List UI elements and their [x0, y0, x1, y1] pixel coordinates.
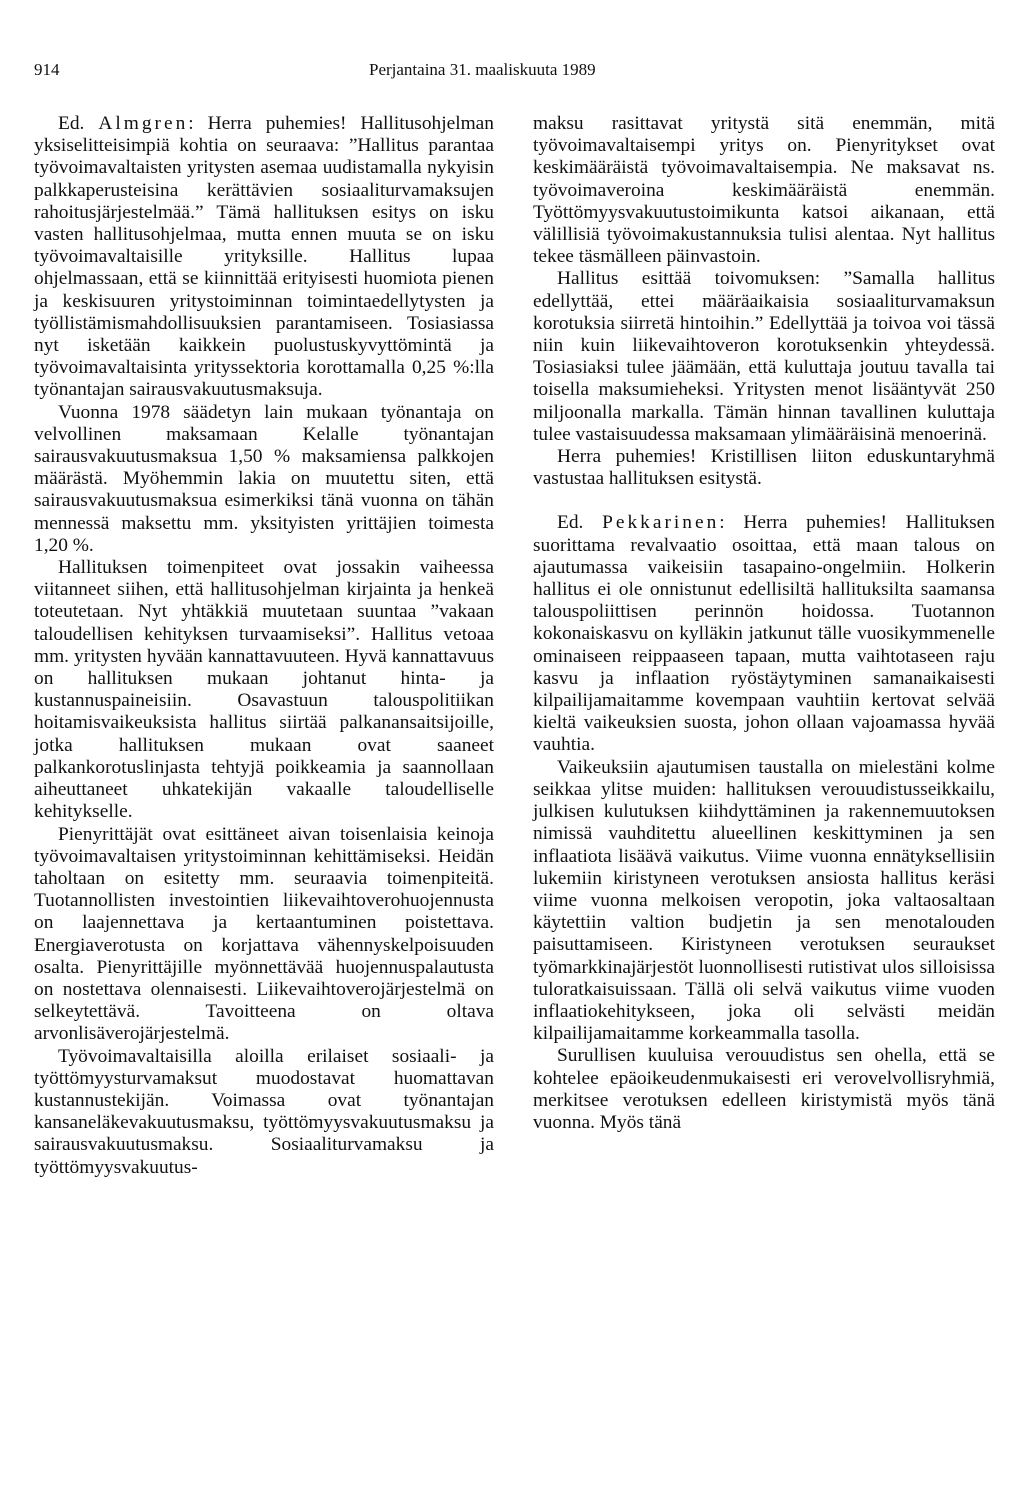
- paragraph: Vaikeuksiin ajautumisen taustalla on mielestäni kolme seikkaa ylitse muiden: hallituksen verouudistusseikkailu, julkisen kulutuksen kiihdyttäminen ja rakennemuutoksen nimissä vauhditettu alueellinen keskittyminen ja sen inflaatiota lisäävä vaikutus. Viime vuonna ennätyksellisiin lukemiin kiristyneen verotuksen ansiosta hallitus keräsi viime vuonna melkoisen veropotin, joka valtaosaltaan käytettiin valtion budjetin ja sen menotalouden paisuttamiseen. Kiristyneen verotuksen seuraukset työmarkkinajärjestöt luonnollisesti rutistivat ulos silloisissa tuloratkaisuissaan. Tällä oli selvä vaikutus viime vuoden inflaatiokehitykseen, joka oli selvästi meidän kilpailijamaitamme korkeammalla tasolla.: [533, 756, 995, 1045]
- paragraph: Vuonna 1978 säädetyn lain mukaan työnantaja on velvollinen maksamaan Kelalle työnantajan sairausvakuutusmaksua 1,50 % maksamiensa palkkojen määrästä. Myöhemmin lakia on muutettu siten, että sairausvakuutusmaksua esimerkiksi tänä vuonna on tähän mennessä maksettu mm. yksityisten yrittäjien toimesta 1,20 %.: [34, 401, 494, 556]
- paragraph-text: : Herra puhemies! Hallitusohjelman yksiselitteisimpiä kohtia on seuraava: ”Hallitus parantaa työvoimavaltaisten yritysten asemaa uudistamalla nykyisin palkkaperusteisina kerättävien sosiaaliturvamaksujen rahoitusjärjestelmää.” Tämä hallituksen esitys on isku vasten hallitusohjelmaa, mutta ennen muuta se on isku työvoimavaltaisille yrityksille. Hallitus lupaa ohjelmassaan, että se kiinnittää erityisesti huomiota pienen ja keskisuuren yritystoiminnan toimintaedellytysten ja työllistämismahdollisuuksien parantamiseen. Tosiasiassa nyt isketään kaikkein puolustuskyvyttömintä ja työvoimavaltaisinta yrityssektoria korottamalla 0,25 %:lla työnantajan sairausvakuutusmaksuja.: [34, 113, 494, 401]
- speech-almgren-paragraph: [34, 113, 494, 402]
- running-title: Perjantaina 31. maaliskuuta 1989: [369, 60, 596, 79]
- paragraph: Työvoimavaltaisilla aloilla erilaiset sosiaali- ja työttömyysturvamaksut muodostavat huomattavan kustannustekijän. Voimassa ovat työnantajan kansaneläkevakuutusmaksu, työttömyysvakuutusmaksu ja sairausvakuutusmaksu. Sosiaaliturvamaksu ja työttömyysvakuutus-: [34, 1045, 494, 1178]
- speaker-prefix: Ed.: [557, 512, 603, 534]
- speech-pekkarinen-paragraph: [533, 512, 995, 756]
- paragraph-continued: maksu rasittavat yritystä sitä enemmän, mitä työvoimavaltaisempi yritys on. Pienyritykset ovat keskimääräistä työvoimavaltaisempia. Ne maksavat ns. työvoimaveroina keskimääräistä enemmän. Työttömyysvakuutustoimikunta katsoi aikanaan, että välillisiä työvoimakustannuksia tulisi alentaa. Nyt hallitus tekee täsmälleen päinvastoin.: [533, 113, 995, 268]
- paragraph: Surullisen kuuluisa verouudistus sen ohella, että se kohtelee epäoikeudenmukaisesti eri verovelvollisryhmiä, merkitsee verotuksen edelleen kiristymistä myös tänä vuonna. Myös tänä: [533, 1045, 995, 1133]
- paragraph: Pienyrittäjät ovat esittäneet aivan toisenlaisia keinoja työvoimavaltaisen yritystoiminnan kehittämiseksi. Heidän taholtaan on esitetty mm. seuraavia toimenpiteitä. Tuotannollisten investointien liikevaihtoverohuojennusta on laajennettava ja kertaantuminen poistettava. Energiaverotusta on korjattava vähennyskelpoisuuden osalta. Pienyrittäjille myönnettävää huojennuspalautusta on nostettava olennaisesti. Liikevaihtoverojärjestelmä on selkeytettävä. Tavoitteena on oltava arvonlisäverojärjestelmä.: [34, 823, 494, 1045]
- paragraph-text: : Herra puhemies! Hallituksen suorittama revalvaatio osoittaa, että maan talous on ajautumassa vaikeisiin tasapaino-ongelmiin. Holkerin hallitus ei ole onnistunut edellisiltä hallituksilta saamansa talouspoliittisen perinnön hoidossa. Tuotannon kokonaiskasvu on kylläkin jatkunut tälle vuosikymmenelle ominaiseen reippaaseen tapaan, mutta vaihtotaseen raju kasvu ja inflaation ryöstäytyminen samanaikaisesti kilpailijamaitamme kovempaan vauhtiin kertovat selvää kieltä vaikeuksien suosta, johon ollaan vajoamassa hyvää vauhtia.: [533, 512, 995, 756]
- paragraph: Hallitus esittää toivomuksen: ”Samalla hallitus edellyttää, ettei määräaikaisia sosiaaliturvamaksun korotuksia siirretä hintoihin.” Edellyttää ja toivoa voi tässä niin kuin liikevaihtoveron korotuksenkin yhteydessä. Tosiasiaksi tulee jäämään, että kuluttaja joutuu tavalla tai toisella maksumieheksi. Yritysten menot lisääntyvät 250 miljoonalla markalla. Tämän hinnan tavallinen kuluttaja tulee vastaisuudessa maksamaan ylimääräisinä menoerinä.: [533, 268, 995, 445]
- speaker-name-almgren: Almgren: [98, 113, 189, 134]
- speaker-name-pekkarinen: Pekkarinen: [602, 512, 720, 534]
- page-number: 914: [34, 60, 60, 79]
- speaker-prefix: Ed.: [58, 113, 99, 134]
- left-column: [34, 113, 494, 1179]
- paragraph: Hallituksen toimenpiteet ovat jossakin vaiheessa viitanneet siihen, että hallitusohjelman kirjainta ja henkeä toteutetaan. Nyt yhtäkkiä muutetaan suuntaa ”vakaan taloudellisen kehityksen turvaamiseksi”. Hallitus vetoaa mm. yritysten hyvään kannattavuuteen. Hyvä kannattavuus on hallituksen mukaan johtanut hinta- ja kustannuspaineisiin. Osavastuun talouspolitiikan hoitamisvaikeuksista hallitus siirtää palkanansaitsijoille, jotka hallituksen mukaan ovat saaneet palkankorotuslinjasta tehtyjä poikkeamia ja saannollaan aiheuttaneet uhkatekijän vakaalle taloudelliselle kehitykselle.: [34, 557, 494, 823]
- page-header: [0, 60, 1024, 84]
- right-column: [533, 113, 995, 1134]
- paragraph: Herra puhemies! Kristillisen liiton eduskuntaryhmä vastustaa hallituksen esitystä.: [533, 446, 995, 490]
